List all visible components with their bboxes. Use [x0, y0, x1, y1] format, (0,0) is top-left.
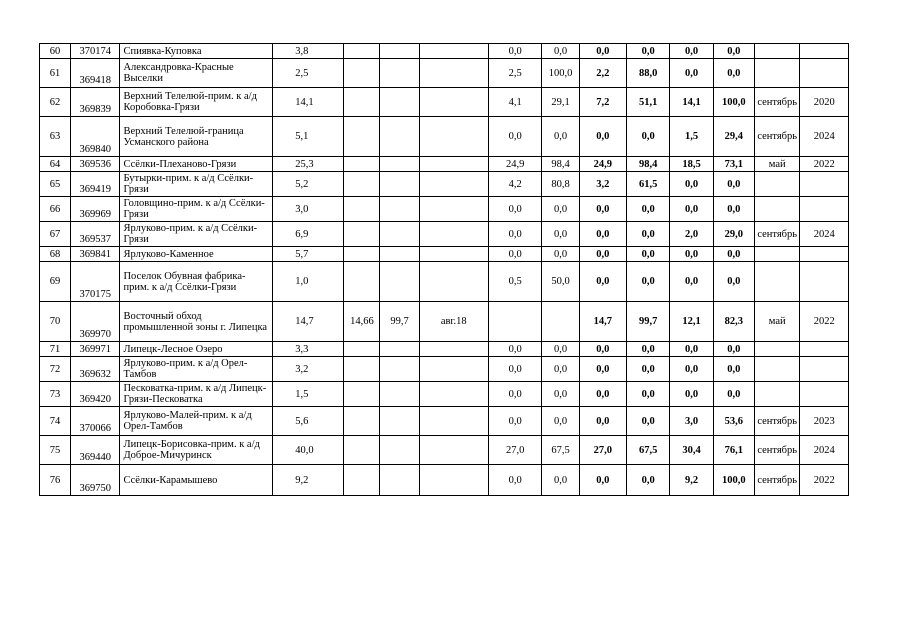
value-cell-7	[419, 44, 488, 59]
row-number-cell: 72	[40, 357, 71, 382]
year-cell	[800, 44, 849, 59]
value-cell-5	[344, 59, 380, 88]
value-cell-9: 67,5	[542, 436, 579, 465]
road-length-cell: 5,1	[273, 117, 344, 157]
value-cell-7	[419, 357, 488, 382]
value-cell-10: 0,0	[579, 262, 626, 302]
year-cell: 2023	[800, 407, 849, 436]
value-cell-11: 98,4	[627, 157, 670, 172]
value-cell-6	[380, 262, 419, 302]
value-cell-9: 0,0	[542, 197, 579, 222]
road-name-cell: Верхний Телелюй-граница Усманского района	[120, 117, 273, 157]
row-number-cell: 70	[40, 302, 71, 342]
road-name-cell: Ссёлки-Плеханово-Грязи	[120, 157, 273, 172]
row-number-cell: 76	[40, 465, 71, 496]
month-cell: май	[754, 302, 799, 342]
value-cell-5	[344, 88, 380, 117]
road-code-cell: 369971	[70, 342, 120, 357]
row-number-cell: 67	[40, 222, 71, 247]
value-cell-7	[419, 465, 488, 496]
road-code-cell: 369440	[70, 436, 120, 465]
value-cell-7	[419, 407, 488, 436]
value-cell-6	[380, 157, 419, 172]
value-cell-13: 0,0	[713, 342, 754, 357]
value-cell-5: 14,66	[344, 302, 380, 342]
value-cell-8: 24,9	[488, 157, 542, 172]
road-name-cell: Спиявка-Куповка	[120, 44, 273, 59]
value-cell-8: 0,0	[488, 117, 542, 157]
month-cell	[754, 44, 799, 59]
value-cell-12: 9,2	[670, 465, 713, 496]
value-cell-12: 0,0	[670, 262, 713, 302]
year-cell	[800, 247, 849, 262]
table-row	[40, 44, 849, 59]
month-cell	[754, 357, 799, 382]
value-cell-10: 0,0	[579, 117, 626, 157]
row-number-cell: 63	[40, 117, 71, 157]
value-cell-11: 99,7	[627, 302, 670, 342]
value-cell-11: 0,0	[627, 407, 670, 436]
year-cell	[800, 197, 849, 222]
month-cell: сентябрь	[754, 88, 799, 117]
month-cell: май	[754, 157, 799, 172]
table-row	[40, 436, 849, 465]
value-cell-6	[380, 382, 419, 407]
table-row	[40, 382, 849, 407]
value-cell-6	[380, 407, 419, 436]
row-number-cell: 75	[40, 436, 71, 465]
value-cell-11: 0,0	[627, 247, 670, 262]
value-cell-10: 27,0	[579, 436, 626, 465]
road-code-cell: 369841	[70, 247, 120, 262]
value-cell-5	[344, 197, 380, 222]
value-cell-9: 29,1	[542, 88, 579, 117]
value-cell-13: 29,4	[713, 117, 754, 157]
row-number-cell: 60	[40, 44, 71, 59]
road-length-cell: 3,0	[273, 197, 344, 222]
value-cell-13: 0,0	[713, 262, 754, 302]
road-code-cell: 369969	[70, 197, 120, 222]
month-cell	[754, 247, 799, 262]
value-cell-11: 0,0	[627, 117, 670, 157]
road-name-cell: Ярлуково-Малей-прим. к а/д Орел-Тамбов	[120, 407, 273, 436]
value-cell-9: 98,4	[542, 157, 579, 172]
road-code-cell: 370175	[70, 262, 120, 302]
value-cell-13: 0,0	[713, 172, 754, 197]
month-cell	[754, 342, 799, 357]
row-number-cell: 73	[40, 382, 71, 407]
row-number-cell: 74	[40, 407, 71, 436]
year-cell: 2022	[800, 157, 849, 172]
value-cell-7: авг.18	[419, 302, 488, 342]
year-cell: 2022	[800, 302, 849, 342]
value-cell-11: 0,0	[627, 342, 670, 357]
value-cell-10: 0,0	[579, 247, 626, 262]
value-cell-7	[419, 436, 488, 465]
value-cell-8: 0,0	[488, 222, 542, 247]
value-cell-6	[380, 465, 419, 496]
value-cell-11: 0,0	[627, 262, 670, 302]
value-cell-6	[380, 117, 419, 157]
value-cell-7	[419, 262, 488, 302]
road-code-cell: 369537	[70, 222, 120, 247]
row-number-cell: 68	[40, 247, 71, 262]
row-number-cell: 62	[40, 88, 71, 117]
road-code-cell: 369419	[70, 172, 120, 197]
value-cell-7	[419, 222, 488, 247]
value-cell-12: 0,0	[670, 44, 713, 59]
table-row	[40, 407, 849, 436]
value-cell-12: 2,0	[670, 222, 713, 247]
roads-table	[39, 43, 849, 496]
value-cell-10: 14,7	[579, 302, 626, 342]
value-cell-7	[419, 157, 488, 172]
value-cell-8: 4,1	[488, 88, 542, 117]
value-cell-5	[344, 465, 380, 496]
value-cell-8: 0,0	[488, 197, 542, 222]
value-cell-8: 0,0	[488, 247, 542, 262]
value-cell-6	[380, 44, 419, 59]
month-cell: сентябрь	[754, 222, 799, 247]
value-cell-7	[419, 342, 488, 357]
value-cell-6	[380, 436, 419, 465]
value-cell-12: 0,0	[670, 357, 713, 382]
value-cell-11: 51,1	[627, 88, 670, 117]
value-cell-10: 24,9	[579, 157, 626, 172]
value-cell-11: 0,0	[627, 382, 670, 407]
value-cell-13: 53,6	[713, 407, 754, 436]
value-cell-8: 2,5	[488, 59, 542, 88]
value-cell-11: 0,0	[627, 357, 670, 382]
value-cell-11: 0,0	[627, 465, 670, 496]
table-row	[40, 222, 849, 247]
value-cell-8: 0,0	[488, 382, 542, 407]
value-cell-8: 0,0	[488, 342, 542, 357]
road-length-cell: 3,2	[273, 357, 344, 382]
road-length-cell: 25,3	[273, 157, 344, 172]
year-cell	[800, 172, 849, 197]
road-name-cell: Бутырки-прим. к а/д Ссёлки-Грязи	[120, 172, 273, 197]
value-cell-9: 0,0	[542, 357, 579, 382]
value-cell-12: 3,0	[670, 407, 713, 436]
year-cell: 2024	[800, 117, 849, 157]
year-cell: 2024	[800, 222, 849, 247]
table-row	[40, 88, 849, 117]
table-row	[40, 465, 849, 496]
value-cell-13: 0,0	[713, 59, 754, 88]
month-cell: сентябрь	[754, 407, 799, 436]
road-length-cell: 5,7	[273, 247, 344, 262]
road-name-cell: Ярлуково-Каменное	[120, 247, 273, 262]
value-cell-10: 0,0	[579, 222, 626, 247]
year-cell	[800, 357, 849, 382]
value-cell-6	[380, 222, 419, 247]
month-cell: сентябрь	[754, 436, 799, 465]
table-row	[40, 302, 849, 342]
value-cell-13: 0,0	[713, 247, 754, 262]
road-code-cell: 369839	[70, 88, 120, 117]
month-cell	[754, 262, 799, 302]
value-cell-13: 100,0	[713, 465, 754, 496]
value-cell-8: 0,0	[488, 44, 542, 59]
value-cell-9: 0,0	[542, 465, 579, 496]
road-code-cell: 369536	[70, 157, 120, 172]
value-cell-12: 0,0	[670, 382, 713, 407]
table-row	[40, 342, 849, 357]
road-name-cell: Восточный обход промышленной зоны г. Липецка	[120, 302, 273, 342]
value-cell-12: 0,0	[670, 342, 713, 357]
value-cell-13: 82,3	[713, 302, 754, 342]
road-code-cell: 370174	[70, 44, 120, 59]
value-cell-9	[542, 302, 579, 342]
value-cell-9: 0,0	[542, 222, 579, 247]
road-length-cell: 1,5	[273, 382, 344, 407]
value-cell-13: 76,1	[713, 436, 754, 465]
value-cell-12: 0,0	[670, 197, 713, 222]
value-cell-8: 0,5	[488, 262, 542, 302]
road-length-cell: 1,0	[273, 262, 344, 302]
table-row	[40, 262, 849, 302]
value-cell-9: 0,0	[542, 44, 579, 59]
value-cell-10: 7,2	[579, 88, 626, 117]
road-length-cell: 5,2	[273, 172, 344, 197]
value-cell-9: 100,0	[542, 59, 579, 88]
road-length-cell: 5,6	[273, 407, 344, 436]
value-cell-12: 30,4	[670, 436, 713, 465]
road-code-cell: 369632	[70, 357, 120, 382]
year-cell: 2022	[800, 465, 849, 496]
value-cell-12: 18,5	[670, 157, 713, 172]
year-cell: 2024	[800, 436, 849, 465]
table-row	[40, 197, 849, 222]
year-cell	[800, 262, 849, 302]
road-code-cell: 369420	[70, 382, 120, 407]
month-cell: сентябрь	[754, 117, 799, 157]
road-code-cell: 370066	[70, 407, 120, 436]
value-cell-7	[419, 172, 488, 197]
value-cell-10: 0,0	[579, 357, 626, 382]
table-row	[40, 59, 849, 88]
month-cell	[754, 197, 799, 222]
road-name-cell: Александровка-Красные Выселки	[120, 59, 273, 88]
road-name-cell: Ярлуково-прим. к а/д Ссёлки-Грязи	[120, 222, 273, 247]
row-number-cell: 71	[40, 342, 71, 357]
value-cell-5	[344, 247, 380, 262]
value-cell-12: 14,1	[670, 88, 713, 117]
road-code-cell: 369418	[70, 59, 120, 88]
value-cell-11: 0,0	[627, 44, 670, 59]
road-length-cell: 9,2	[273, 465, 344, 496]
value-cell-6	[380, 172, 419, 197]
value-cell-9: 0,0	[542, 382, 579, 407]
road-name-cell: Головщино-прим. к а/д Ссёлки-Грязи	[120, 197, 273, 222]
value-cell-5	[344, 382, 380, 407]
table-row	[40, 172, 849, 197]
value-cell-11: 67,5	[627, 436, 670, 465]
year-cell: 2020	[800, 88, 849, 117]
road-name-cell: Ссёлки-Карамышево	[120, 465, 273, 496]
value-cell-8: 0,0	[488, 465, 542, 496]
table-row	[40, 247, 849, 262]
road-length-cell: 14,1	[273, 88, 344, 117]
road-code-cell: 369750	[70, 465, 120, 496]
road-name-cell: Липецк-Лесное Озеро	[120, 342, 273, 357]
value-cell-13: 0,0	[713, 44, 754, 59]
road-length-cell: 40,0	[273, 436, 344, 465]
value-cell-6: 99,7	[380, 302, 419, 342]
road-name-cell: Поселок Обувная фабрика-прим. к а/д Ссёлки-Грязи	[120, 262, 273, 302]
value-cell-7	[419, 382, 488, 407]
value-cell-11: 88,0	[627, 59, 670, 88]
value-cell-13: 0,0	[713, 382, 754, 407]
value-cell-8: 0,0	[488, 357, 542, 382]
value-cell-13: 73,1	[713, 157, 754, 172]
value-cell-11: 0,0	[627, 222, 670, 247]
value-cell-12: 12,1	[670, 302, 713, 342]
road-name-cell: Песковатка-прим. к а/д Липецк-Грязи-Песковатка	[120, 382, 273, 407]
value-cell-10: 0,0	[579, 407, 626, 436]
value-cell-13: 100,0	[713, 88, 754, 117]
value-cell-5	[344, 157, 380, 172]
value-cell-12: 1,5	[670, 117, 713, 157]
value-cell-5	[344, 357, 380, 382]
value-cell-9: 0,0	[542, 407, 579, 436]
row-number-cell: 61	[40, 59, 71, 88]
value-cell-10: 0,0	[579, 465, 626, 496]
value-cell-5	[344, 44, 380, 59]
month-cell: сентябрь	[754, 465, 799, 496]
value-cell-6	[380, 342, 419, 357]
road-length-cell: 3,3	[273, 342, 344, 357]
table-row	[40, 357, 849, 382]
road-length-cell: 3,8	[273, 44, 344, 59]
value-cell-9: 50,0	[542, 262, 579, 302]
value-cell-9: 0,0	[542, 117, 579, 157]
value-cell-9: 0,0	[542, 342, 579, 357]
table-row	[40, 157, 849, 172]
value-cell-12: 0,0	[670, 247, 713, 262]
value-cell-10: 0,0	[579, 382, 626, 407]
value-cell-13: 0,0	[713, 197, 754, 222]
value-cell-8: 27,0	[488, 436, 542, 465]
value-cell-9: 80,8	[542, 172, 579, 197]
road-length-cell: 2,5	[273, 59, 344, 88]
value-cell-6	[380, 357, 419, 382]
table-body	[40, 44, 849, 496]
road-name-cell: Липецк-Борисовка-прим. к а/д Доброе-Мичуринск	[120, 436, 273, 465]
value-cell-8: 4,2	[488, 172, 542, 197]
value-cell-11: 61,5	[627, 172, 670, 197]
value-cell-5	[344, 222, 380, 247]
year-cell	[800, 382, 849, 407]
month-cell	[754, 382, 799, 407]
value-cell-7	[419, 117, 488, 157]
value-cell-5	[344, 407, 380, 436]
value-cell-6	[380, 59, 419, 88]
value-cell-7	[419, 59, 488, 88]
road-name-cell: Верхний Телелюй-прим. к а/д Коробовка-Грязи	[120, 88, 273, 117]
year-cell	[800, 342, 849, 357]
road-code-cell: 369840	[70, 117, 120, 157]
value-cell-6	[380, 88, 419, 117]
road-code-cell: 369970	[70, 302, 120, 342]
value-cell-5	[344, 262, 380, 302]
road-length-cell: 6,9	[273, 222, 344, 247]
row-number-cell: 64	[40, 157, 71, 172]
value-cell-10: 0,0	[579, 342, 626, 357]
month-cell	[754, 59, 799, 88]
value-cell-5	[344, 342, 380, 357]
value-cell-8: 0,0	[488, 407, 542, 436]
road-name-cell: Ярлуково-прим. к а/д Орел-Тамбов	[120, 357, 273, 382]
value-cell-10: 0,0	[579, 197, 626, 222]
row-number-cell: 65	[40, 172, 71, 197]
table-row	[40, 117, 849, 157]
month-cell	[754, 172, 799, 197]
value-cell-6	[380, 197, 419, 222]
value-cell-10: 0,0	[579, 44, 626, 59]
road-length-cell: 14,7	[273, 302, 344, 342]
value-cell-13: 0,0	[713, 357, 754, 382]
value-cell-12: 0,0	[670, 172, 713, 197]
value-cell-8	[488, 302, 542, 342]
value-cell-5	[344, 172, 380, 197]
value-cell-7	[419, 197, 488, 222]
value-cell-7	[419, 88, 488, 117]
year-cell	[800, 59, 849, 88]
value-cell-5	[344, 117, 380, 157]
value-cell-10: 2,2	[579, 59, 626, 88]
value-cell-7	[419, 247, 488, 262]
value-cell-6	[380, 247, 419, 262]
value-cell-11: 0,0	[627, 197, 670, 222]
value-cell-10: 3,2	[579, 172, 626, 197]
row-number-cell: 69	[40, 262, 71, 302]
value-cell-13: 29,0	[713, 222, 754, 247]
value-cell-9: 0,0	[542, 247, 579, 262]
value-cell-5	[344, 436, 380, 465]
value-cell-12: 0,0	[670, 59, 713, 88]
row-number-cell: 66	[40, 197, 71, 222]
